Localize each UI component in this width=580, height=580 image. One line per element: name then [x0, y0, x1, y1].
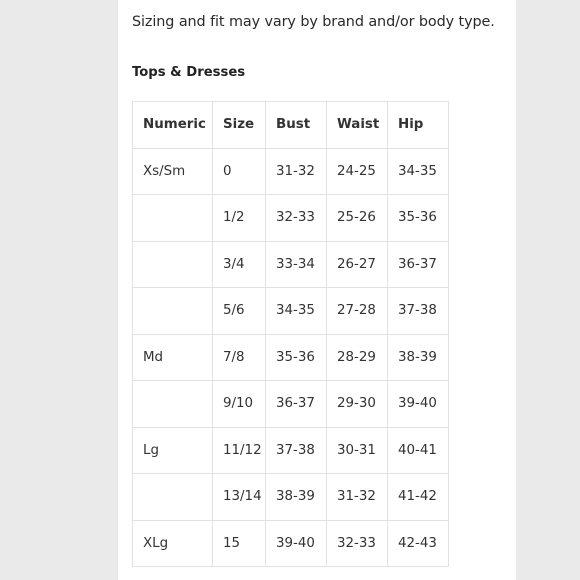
table-header-row — [133, 102, 449, 149]
cell-waist: 30-31 — [327, 427, 388, 474]
table-row — [133, 520, 449, 567]
cell-size: 15 — [213, 520, 266, 567]
cell-numeric: Xs/Sm — [133, 148, 213, 195]
cell-bust: 37-38 — [266, 427, 327, 474]
cell-bust: 39-40 — [266, 520, 327, 567]
cell-waist: 29-30 — [327, 381, 388, 428]
header-bust: Bust — [266, 102, 327, 149]
header-numeric: Numeric — [133, 102, 213, 149]
header-size: Size — [213, 102, 266, 149]
cell-bust: 33-34 — [266, 241, 327, 288]
size-table — [132, 101, 449, 567]
cell-waist: 28-29 — [327, 334, 388, 381]
table-row — [133, 427, 449, 474]
sizing-note: Sizing and fit may vary by brand and/or body type. — [132, 14, 495, 30]
cell-waist: 26-27 — [327, 241, 388, 288]
cell-size: 13/14 — [213, 474, 266, 521]
cell-numeric — [133, 381, 213, 428]
table-row — [133, 148, 449, 195]
cell-bust: 38-39 — [266, 474, 327, 521]
left-background — [0, 0, 118, 580]
cell-size: 11/12 — [213, 427, 266, 474]
cell-size: 3/4 — [213, 241, 266, 288]
header-waist: Waist — [327, 102, 388, 149]
cell-hip: 35-36 — [388, 195, 449, 242]
cell-waist: 25-26 — [327, 195, 388, 242]
cell-bust: 35-36 — [266, 334, 327, 381]
cell-bust: 31-32 — [266, 148, 327, 195]
cell-numeric: Md — [133, 334, 213, 381]
table-row — [133, 288, 449, 335]
cell-bust: 32-33 — [266, 195, 327, 242]
cell-bust: 34-35 — [266, 288, 327, 335]
cell-hip: 42-43 — [388, 520, 449, 567]
cell-hip: 38-39 — [388, 334, 449, 381]
cell-size: 1/2 — [213, 195, 266, 242]
cell-hip: 41-42 — [388, 474, 449, 521]
cell-hip: 34-35 — [388, 148, 449, 195]
cell-numeric: Lg — [133, 427, 213, 474]
cell-numeric — [133, 195, 213, 242]
cell-hip: 39-40 — [388, 381, 449, 428]
cell-size: 9/10 — [213, 381, 266, 428]
cell-hip: 40-41 — [388, 427, 449, 474]
cell-numeric — [133, 241, 213, 288]
cell-waist: 31-32 — [327, 474, 388, 521]
right-background — [516, 0, 580, 580]
table-row — [133, 381, 449, 428]
cell-hip: 36-37 — [388, 241, 449, 288]
cell-size: 0 — [213, 148, 266, 195]
table-row — [133, 334, 449, 381]
cell-numeric — [133, 288, 213, 335]
cell-hip: 37-38 — [388, 288, 449, 335]
section-title: Tops & Dresses — [132, 65, 246, 80]
cell-size: 5/6 — [213, 288, 266, 335]
table-row — [133, 195, 449, 242]
cell-waist: 27-28 — [327, 288, 388, 335]
cell-waist: 24-25 — [327, 148, 388, 195]
cell-numeric — [133, 474, 213, 521]
table-row — [133, 241, 449, 288]
cell-bust: 36-37 — [266, 381, 327, 428]
size-chart-card — [118, 0, 516, 580]
header-hip: Hip — [388, 102, 449, 149]
cell-size: 7/8 — [213, 334, 266, 381]
table-row — [133, 474, 449, 521]
cell-numeric: XLg — [133, 520, 213, 567]
cell-waist: 32-33 — [327, 520, 388, 567]
